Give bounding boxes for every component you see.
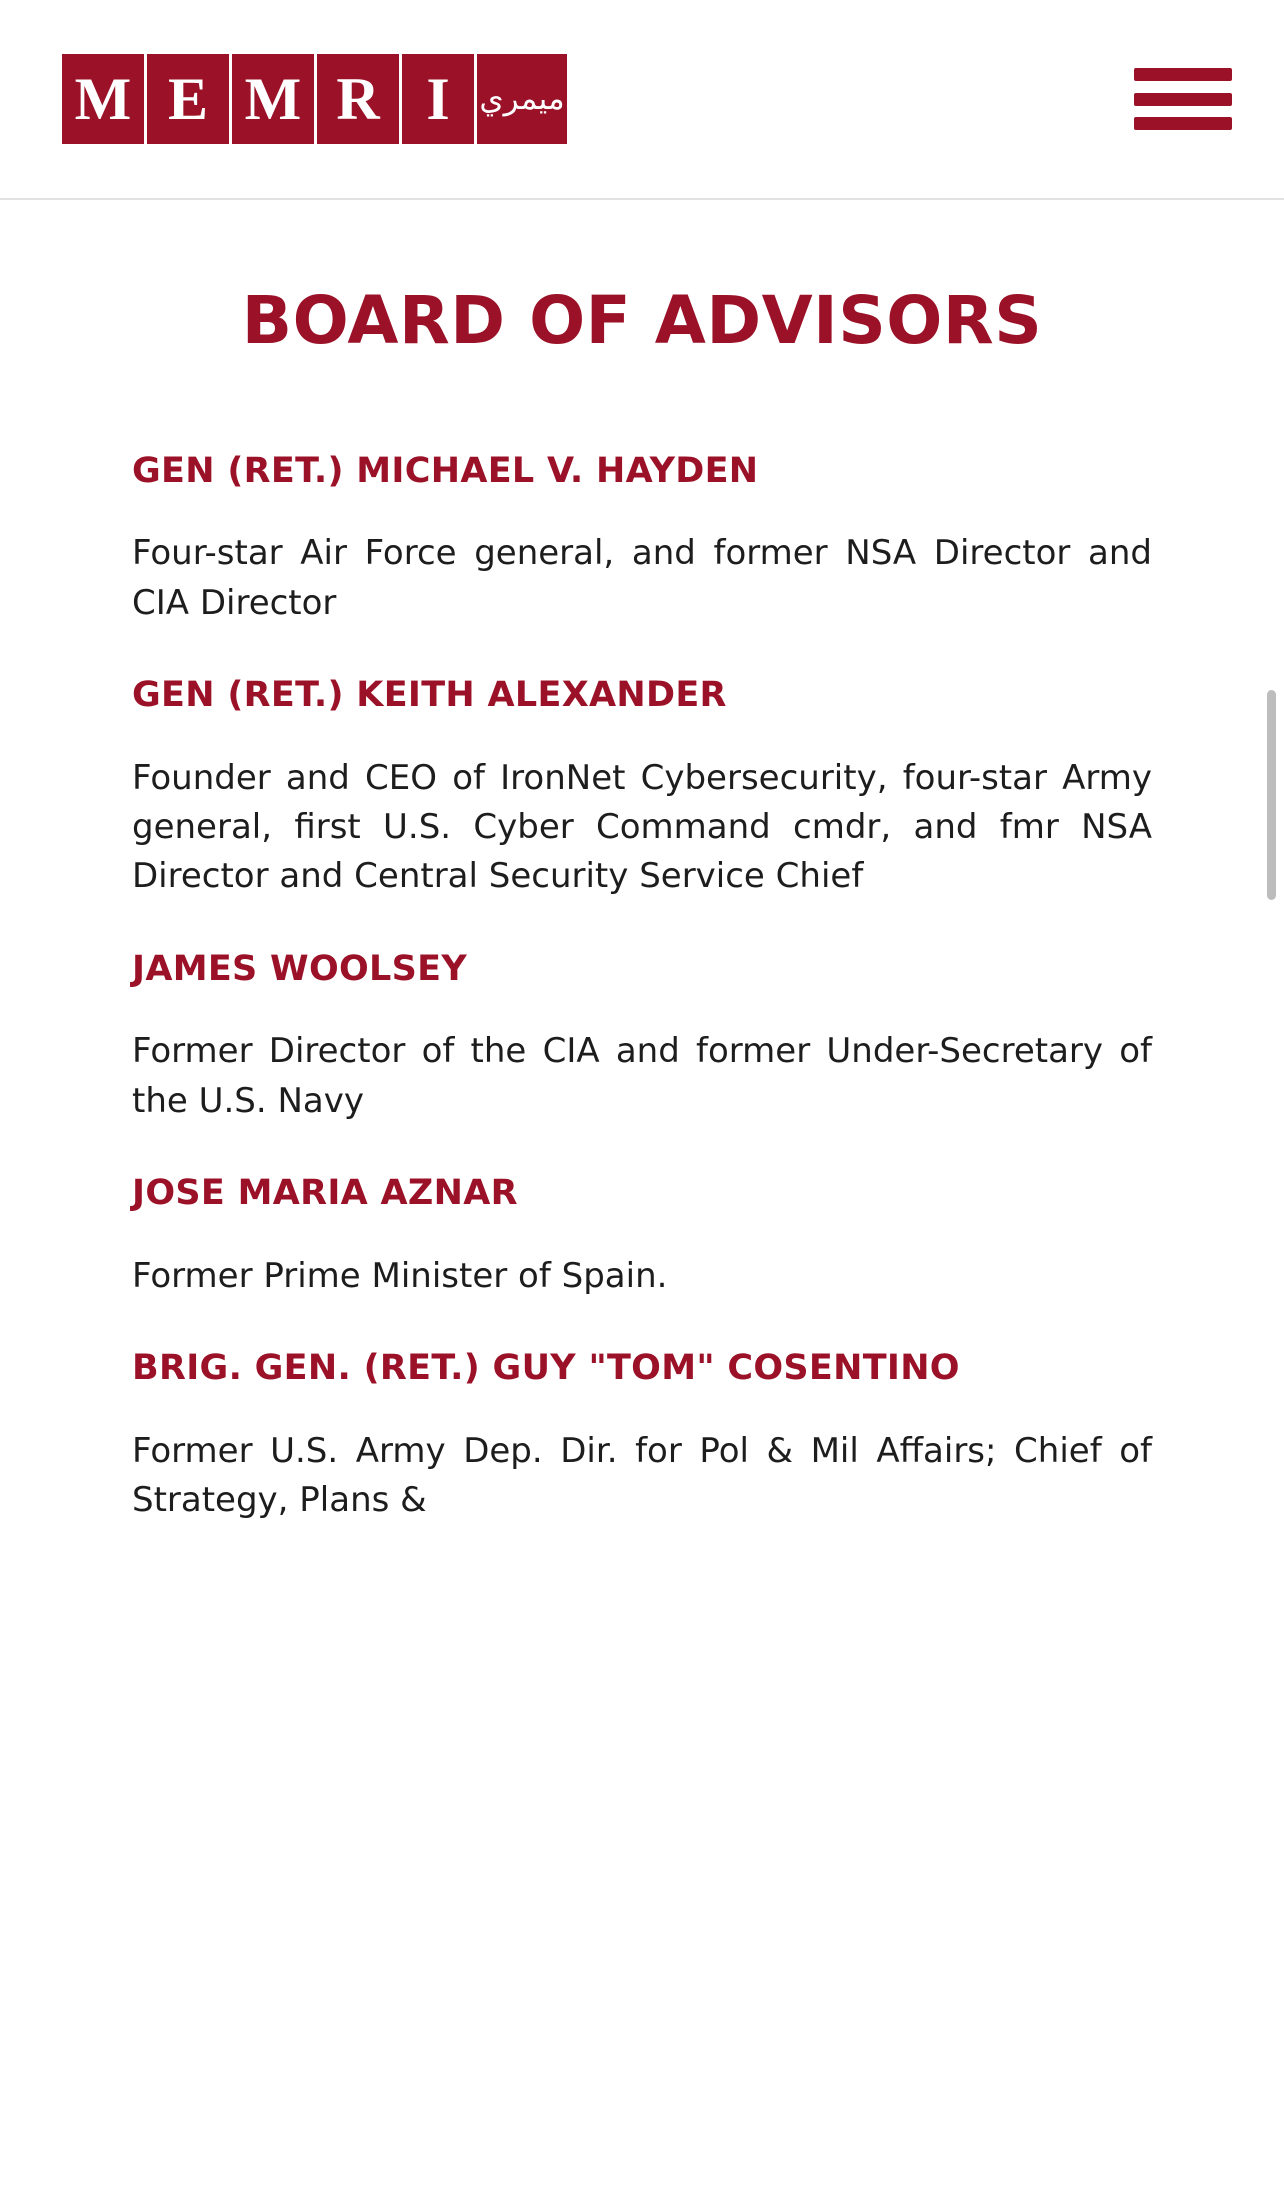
advisor-entry [132, 1347, 1152, 1525]
advisor-description: Four-star Air Force general, and former NSA Director and CIA Director [132, 533, 1152, 623]
logo-arabic-text: ميمري [477, 54, 567, 144]
hamburger-menu-icon[interactable] [1134, 62, 1232, 136]
advisor-name: GEN (RET.) MICHAEL V. HAYDEN [132, 450, 759, 491]
scrollbar-thumb[interactable] [1267, 690, 1276, 900]
logo-letter-m1: M [62, 54, 144, 144]
advisor-description: Former Director of the CIA and former Under-Secretary of the U.S. Navy [132, 1031, 1152, 1121]
logo-letter-i: I [402, 54, 474, 144]
advisor-entry [132, 948, 1152, 1126]
advisor-entry [132, 1172, 1152, 1301]
advisor-description: Former U.S. Army Dep. Dir. for Pol & Mil Affairs; Chief of Strategy, Plans & [132, 1430, 1152, 1521]
logo-letter-m2: M [232, 54, 314, 144]
memri-logo[interactable] [62, 54, 567, 144]
logo-letter-r: R [317, 54, 399, 144]
advisor-entry [132, 674, 1152, 902]
advisor-description: Former Prime Minister of Spain. [132, 1255, 668, 1296]
site-header [0, 0, 1284, 200]
advisor-name: BRIG. GEN. (RET.) GUY "TOM" COSENTINO [132, 1347, 960, 1388]
menu-bar-top [1134, 68, 1232, 81]
page-title: BOARD OF ADVISORS [241, 282, 1043, 359]
logo-letter-e: E [147, 54, 229, 144]
advisor-name: JOSE MARIA AZNAR [132, 1172, 518, 1213]
advisor-name: JAMES WOOLSEY [132, 948, 468, 989]
main-content [0, 282, 1284, 1525]
advisor-entry [132, 450, 1152, 628]
advisor-description: Founder and CEO of IronNet Cybersecurity, four-star Army general, first U.S. Cyber Command cmdr, and fmr NSA Director and Central Security Service Chief [132, 757, 1152, 897]
advisor-name: GEN (RET.) KEITH ALEXANDER [132, 674, 727, 715]
scrollbar-track[interactable] [1271, 200, 1280, 2209]
menu-bar-middle [1134, 93, 1232, 106]
menu-bar-bottom [1134, 117, 1232, 130]
advisor-list [132, 450, 1152, 1526]
